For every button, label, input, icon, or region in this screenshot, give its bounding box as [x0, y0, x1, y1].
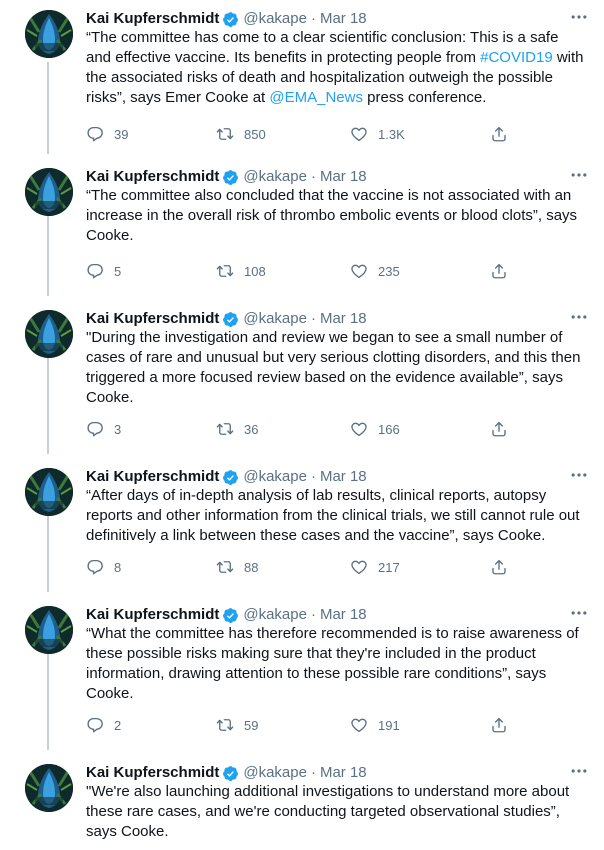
verified-badge-icon [222, 607, 239, 624]
reply-icon [86, 262, 104, 280]
reply-button[interactable] [86, 260, 124, 282]
share-button[interactable] [490, 260, 518, 282]
tweet-actions [86, 418, 516, 440]
like-count: 235 [378, 263, 400, 279]
reply-count: 2 [114, 717, 122, 733]
tweet[interactable] [0, 310, 604, 450]
retweet-icon [216, 420, 234, 438]
reply-button[interactable] [86, 714, 124, 736]
like-count: 217 [378, 559, 400, 575]
more-options-icon[interactable] [568, 760, 590, 782]
reply-icon [86, 125, 104, 143]
reply-count: 5 [114, 263, 122, 279]
share-icon [490, 420, 508, 438]
like-button[interactable] [350, 556, 400, 578]
separator: · [310, 606, 316, 623]
tweet-text: "We're also launching additional investigations to understand more about these rare cases, and we're conducting targeted observational studies”, says Cooke. [86, 783, 570, 840]
separator: · [310, 468, 316, 485]
avatar[interactable] [25, 10, 73, 58]
reply-count: 39 [114, 126, 129, 142]
share-icon [490, 262, 508, 280]
share-button[interactable] [490, 123, 518, 145]
tweet-text: “The committee has come to a clear scientific conclusion: This is a safe and effective vaccine. Its benefits in protecting people from #COVID19 with the associated risks of death and hospitalization outweigh the possible risks”, says Emer Cooke at @EMA_News press conference. [86, 29, 584, 106]
avatar[interactable] [25, 606, 73, 654]
retweet-button[interactable] [216, 556, 258, 578]
retweet-count: 59 [244, 717, 259, 733]
reply-icon [86, 716, 104, 734]
share-button[interactable] [490, 418, 518, 440]
author-handle[interactable]: @kakape [243, 764, 307, 781]
tweet-date[interactable]: Mar 18 [319, 10, 367, 27]
verified-badge-icon [222, 765, 239, 782]
separator: · [310, 10, 316, 27]
retweet-button[interactable] [216, 123, 266, 145]
reply-button[interactable] [86, 556, 124, 578]
more-options-icon[interactable] [568, 464, 590, 486]
like-button[interactable] [350, 714, 400, 736]
retweet-icon [216, 558, 234, 576]
tweet-date[interactable]: Mar 18 [319, 168, 367, 185]
retweet-count: 850 [244, 126, 266, 142]
share-icon [490, 558, 508, 576]
mention-link[interactable]: @EMA_News [269, 89, 363, 106]
share-button[interactable] [490, 714, 518, 736]
like-button[interactable] [350, 123, 405, 145]
retweet-count: 88 [244, 559, 259, 575]
reply-count: 3 [114, 421, 122, 437]
like-button[interactable] [350, 260, 400, 282]
separator: · [310, 764, 316, 781]
heart-icon [350, 262, 368, 280]
reply-icon [86, 420, 104, 438]
author-name[interactable]: Kai Kupferschmidt [86, 468, 220, 485]
retweet-count: 108 [244, 263, 266, 279]
more-options-icon[interactable] [568, 306, 590, 328]
heart-icon [350, 716, 368, 734]
tweet[interactable] [0, 10, 604, 150]
avatar[interactable] [25, 764, 73, 812]
avatar[interactable] [25, 168, 73, 216]
tweet-text: “The committee also concluded that the vaccine is not associated with an increase in the overall risk of thrombo embolic events or blood clots”, says Cooke. [86, 187, 578, 244]
reply-icon [86, 558, 104, 576]
retweet-icon [216, 125, 234, 143]
tweet[interactable] [0, 764, 604, 850]
heart-icon [350, 125, 368, 143]
tweet-actions [86, 123, 516, 145]
reply-button[interactable] [86, 418, 124, 440]
like-button[interactable] [350, 418, 400, 440]
tweet[interactable] [0, 168, 604, 286]
author-handle[interactable]: @kakape [243, 606, 307, 623]
separator: · [310, 168, 316, 185]
author-handle[interactable]: @kakape [243, 310, 307, 327]
author-name[interactable]: Kai Kupferschmidt [86, 764, 220, 781]
reply-count: 8 [114, 559, 122, 575]
tweet-text: “What the committee has therefore recommended is to raise awareness of these possible risks making sure that they're included in the product information, drawing attention to these possible rare conditions”, says Cooke. [86, 625, 579, 702]
retweet-count: 36 [244, 421, 259, 437]
retweet-icon [216, 262, 234, 280]
verified-badge-icon [222, 169, 239, 186]
avatar[interactable] [25, 468, 73, 516]
like-count: 1.3K [378, 126, 405, 142]
retweet-button[interactable] [216, 418, 258, 440]
tweet-text: “After days of in-depth analysis of lab results, clinical reports, autopsy reports and other information from the clinical trials, we still cannot rule out definitively a link between these cases and the vaccine”, says Cooke. [86, 487, 580, 544]
verified-badge-icon [222, 11, 239, 28]
share-icon [490, 716, 508, 734]
share-button[interactable] [490, 556, 518, 578]
separator: · [310, 310, 316, 327]
tweet-actions [86, 556, 516, 578]
heart-icon [350, 420, 368, 438]
tweet-actions [86, 260, 516, 282]
tweet-actions [86, 714, 516, 736]
retweet-icon [216, 716, 234, 734]
author-name[interactable]: Kai Kupferschmidt [86, 606, 220, 623]
avatar[interactable] [25, 310, 73, 358]
author-handle[interactable]: @kakape [243, 168, 307, 185]
retweet-button[interactable] [216, 714, 258, 736]
hashtag-link[interactable]: #COVID19 [480, 49, 553, 66]
verified-badge-icon [222, 311, 239, 328]
like-count: 191 [378, 717, 400, 733]
share-icon [490, 125, 508, 143]
like-count: 166 [378, 421, 400, 437]
tweet-date[interactable]: Mar 18 [319, 468, 367, 485]
more-options-icon[interactable] [568, 164, 590, 186]
author-name[interactable]: Kai Kupferschmidt [86, 10, 220, 27]
tweet-date[interactable]: Mar 18 [319, 606, 367, 623]
tweet-date[interactable]: Mar 18 [319, 764, 367, 781]
tweet-date[interactable]: Mar 18 [319, 310, 367, 327]
author-name[interactable]: Kai Kupferschmidt [86, 168, 220, 185]
reply-button[interactable] [86, 123, 128, 145]
tweet[interactable] [0, 468, 604, 586]
author-name[interactable]: Kai Kupferschmidt [86, 310, 220, 327]
verified-badge-icon [222, 469, 239, 486]
tweet-text: "During the investigation and review we began to see a small number of cases of rare and unusual but very serious clotting disorders, and this then triggered a more focused review based on the evidence available”, says Cooke. [86, 329, 581, 406]
heart-icon [350, 558, 368, 576]
more-options-icon[interactable] [568, 602, 590, 624]
tweet[interactable] [0, 606, 604, 746]
retweet-button[interactable] [216, 260, 266, 282]
more-options-icon[interactable] [568, 6, 590, 28]
author-handle[interactable]: @kakape [243, 468, 307, 485]
author-handle[interactable]: @kakape [243, 10, 307, 27]
